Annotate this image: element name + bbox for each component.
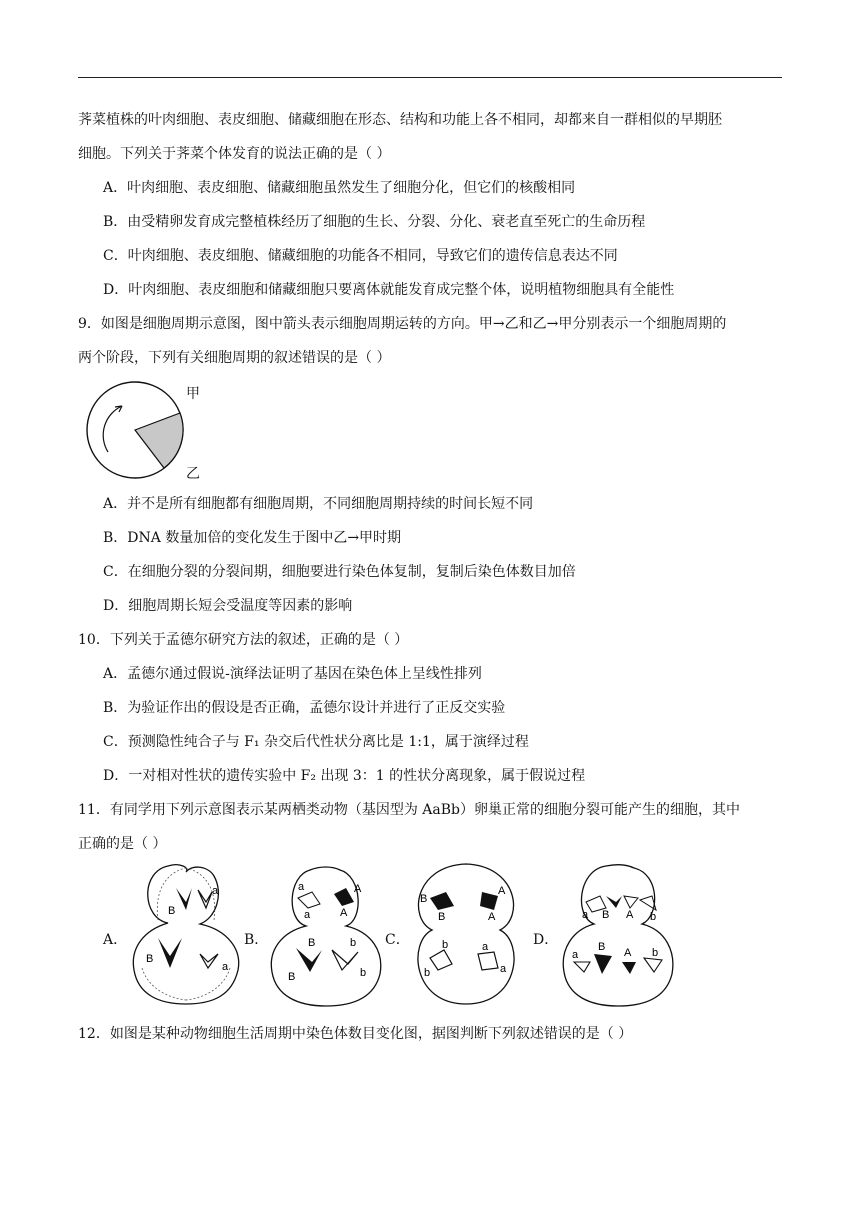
- q12-stem: 12．如图是某种动物细胞生活周期中染色体数目变化图，据图判断下列叙述错误的是（ ）: [78, 1026, 633, 1042]
- q9-option-b: B．DNA 数量加倍的变化发生于图中乙→甲时期: [103, 530, 402, 546]
- q11-stem-line1: 11．有同学用下列示意图表示某两栖类动物（基因型为 AaBb）卵巢正常的细胞分裂可能产生的细胞，其中: [78, 802, 740, 818]
- q9-stem-line1: 9．如图是细胞周期示意图，图中箭头表示细胞周期运转的方向。甲→乙和乙→甲分别表示一个细胞周期的: [78, 316, 727, 332]
- q11-option-d-label: D．: [533, 932, 559, 948]
- gene-label: A: [340, 907, 348, 919]
- q10-option-a: A．孟德尔通过假说-演绎法证明了基因在染色体上呈线性排列: [103, 666, 482, 682]
- q8-option-a: A．叶肉细胞、表皮细胞、储藏细胞虽然发生了细胞分化，但它们的核酸相同: [103, 180, 576, 196]
- cell-cycle-diagram: [78, 378, 208, 482]
- q8-option-b: B．由受精卵发育成完整植株经历了细胞的生长、分裂、分化、衰老直至死亡的生命历程: [103, 214, 646, 230]
- gene-label: a: [222, 961, 229, 973]
- gene-label: A: [354, 883, 362, 895]
- q11-option-b-label: B．: [244, 932, 269, 948]
- q9-option-c: C．在细胞分裂的分裂间期，细胞要进行染色体复制，复制后染色体数目加倍: [103, 564, 576, 580]
- gene-label: B: [168, 905, 176, 917]
- gene-label: B: [288, 971, 296, 983]
- cycle-arrow-arc: [103, 406, 122, 452]
- gene-label: B: [602, 909, 610, 921]
- q11-stem-line2: 正确的是（ ）: [78, 836, 167, 852]
- gene-label: a: [304, 909, 311, 921]
- gene-label: A: [498, 885, 506, 897]
- gene-label: A: [626, 909, 634, 921]
- gene-label: A: [488, 911, 496, 923]
- q10-option-d: D．一对相对性状的遗传实验中 F₂ 出现 3：1 的性状分离现象，属于假说过程: [103, 768, 586, 784]
- q8-stem-line1: 荠菜植株的叶肉细胞、表皮细胞、储藏细胞在形态、结构和功能上各不相同，却都来自一群相似的早期胚: [78, 112, 722, 128]
- q8-option-c: C．叶肉细胞、表皮细胞、储藏细胞的功能各不相同，导致它们的遗传信息表达不同: [103, 248, 618, 264]
- cell-figure-d: [560, 858, 676, 1008]
- cell-figure-a: [128, 858, 244, 1008]
- gene-label: B: [146, 953, 154, 965]
- gene-label: a: [572, 949, 579, 961]
- gene-label: B: [308, 937, 316, 949]
- q10-option-b: B．为验证作出的假设是否正确，孟德尔设计并进行了正反交实验: [103, 700, 506, 716]
- gene-label: A: [624, 947, 632, 959]
- gene-label: b: [360, 967, 367, 979]
- gene-label: a: [212, 885, 219, 897]
- gene-label: b: [650, 911, 657, 923]
- header-rule: [78, 77, 782, 78]
- q8-stem-line2: 细胞。下列关于荠菜个体发育的说法正确的是（ ）: [78, 146, 391, 162]
- gene-label: a: [482, 941, 489, 953]
- q10-option-c: C．预测隐性纯合子与 F₁ 杂交后代性状分离比是 1:1，属于演绎过程: [103, 734, 529, 750]
- q10-stem: 10．下列关于孟德尔研究方法的叙述，正确的是（ ）: [78, 632, 409, 648]
- gene-label: B: [598, 941, 606, 953]
- label-yi: 乙: [186, 465, 200, 481]
- gene-label: b: [350, 937, 357, 949]
- q8-option-d: D．叶肉细胞、表皮细胞和储藏细胞只要离体就能发育成完整个体，说明植物细胞具有全能性: [103, 282, 675, 298]
- q9-stem-line2: 两个阶段，下列有关细胞周期的叙述错误的是（ ）: [78, 350, 391, 366]
- q11-option-c-label: C．: [385, 932, 410, 948]
- q11-option-a-label: A．: [103, 932, 128, 948]
- gene-label: b: [424, 967, 431, 979]
- cell-figure-b: [268, 858, 384, 1008]
- gene-label: B: [438, 911, 446, 923]
- cell-figure-c: [408, 858, 524, 1008]
- label-jia: 甲: [186, 385, 200, 401]
- gene-label: B: [420, 893, 428, 905]
- gene-label: a: [298, 881, 305, 893]
- gene-label: a: [500, 963, 507, 975]
- gene-label: a: [582, 909, 589, 921]
- gene-label: b: [442, 939, 449, 951]
- q9-option-d: D．细胞周期长短会受温度等因素的影响: [103, 598, 353, 614]
- q9-option-a: A．并不是所有细胞都有细胞周期，不同细胞周期持续的时间长短不同: [103, 496, 534, 512]
- gene-label: b: [652, 947, 659, 959]
- cycle-sector-shaded: [135, 413, 183, 468]
